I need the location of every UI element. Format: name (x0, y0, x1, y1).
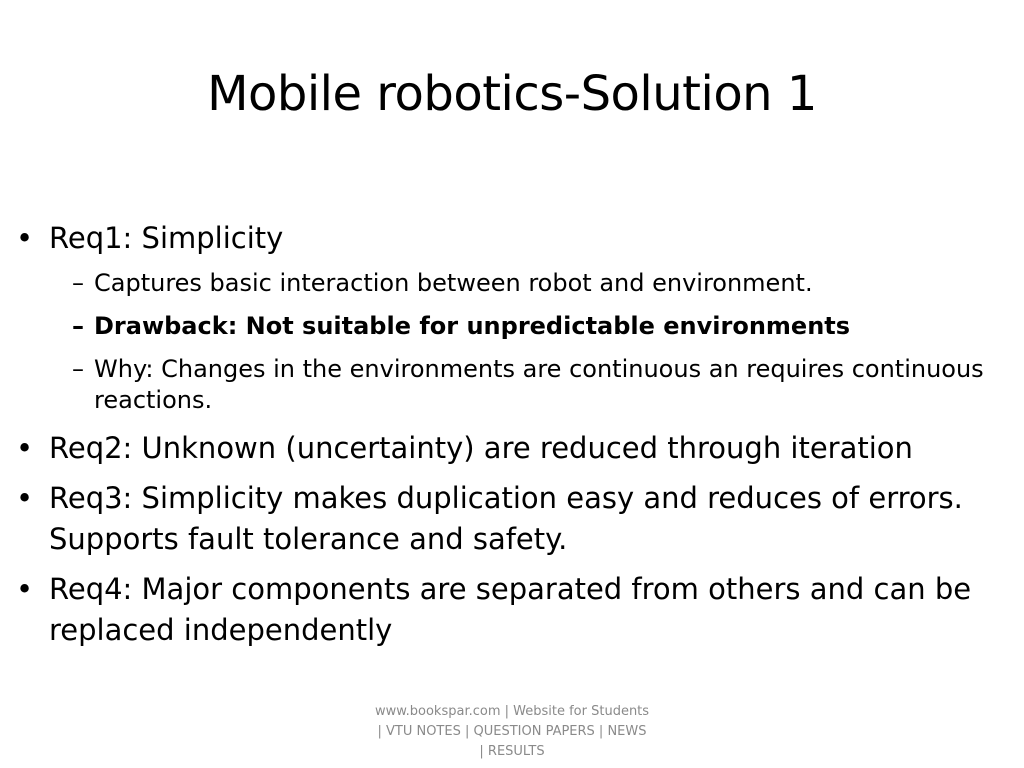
bullet-icon: • (16, 221, 34, 255)
sub-bullet-text: Captures basic interaction between robot and environment. (94, 269, 813, 297)
dash-icon: – (72, 269, 84, 297)
bullet-text: Req3: Simplicity makes duplication easy and reduces of errors. Supports fault tolerance and safety. (49, 481, 963, 556)
sub-bullet-item (16, 311, 1006, 342)
sub-bullet-item (16, 354, 1006, 416)
sub-bullet-item (16, 268, 1006, 299)
bullet-item (16, 218, 1006, 259)
slide-title: Mobile robotics-Solution 1 (207, 66, 817, 122)
bullet-icon: • (16, 431, 34, 465)
bullet-icon: • (16, 481, 34, 515)
bullet-text: Req2: Unknown (uncertainty) are reduced through iteration (49, 431, 913, 465)
sub-bullet-text: Why: Changes in the environments are continuous an requires continuous reactions. (94, 355, 984, 414)
footer-line: www.bookspar.com | Website for Students (374, 704, 650, 719)
bullet-item (16, 478, 1006, 560)
footer-line: | VTU NOTES | QUESTION PAPERS | NEWS (377, 724, 647, 739)
footer (352, 702, 672, 762)
bullet-item (16, 569, 1006, 651)
footer-line: | RESULTS (479, 744, 545, 759)
dash-icon: – (72, 355, 84, 383)
bullet-icon: • (16, 572, 34, 606)
sub-bullet-text: Drawback: Not suitable for unpredictable environments (94, 312, 851, 340)
dash-icon: – (72, 312, 84, 340)
bullet-text: Req1: Simplicity (49, 221, 284, 255)
bullet-text: Req4: Major components are separated from others and can be replaced independently (49, 572, 972, 647)
slide-content (16, 218, 1006, 660)
bullet-item (16, 428, 1006, 469)
